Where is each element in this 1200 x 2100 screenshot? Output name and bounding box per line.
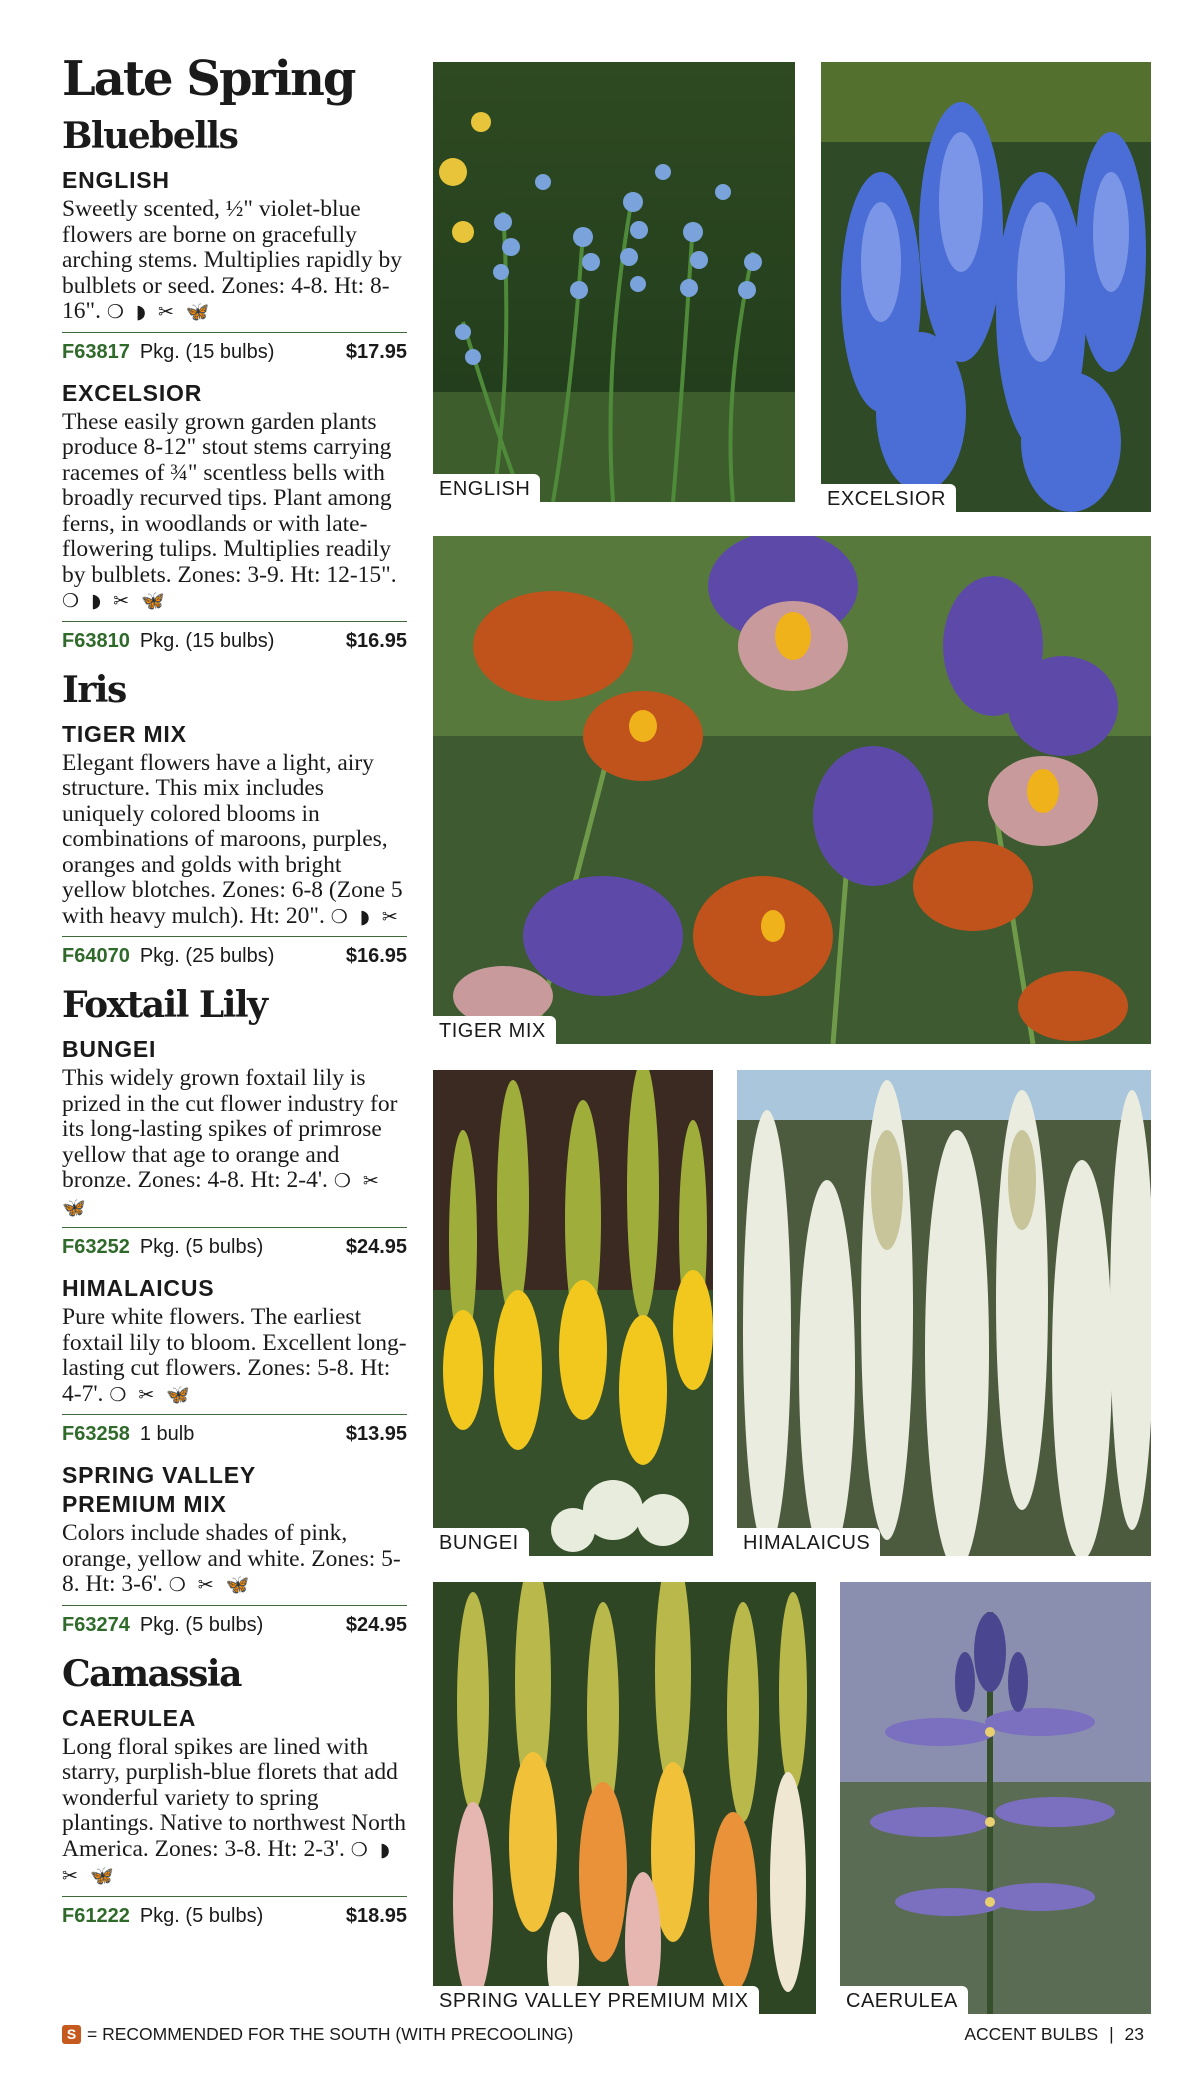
tiger-mix-image bbox=[433, 536, 1151, 1044]
south-badge-icon: S bbox=[62, 2025, 81, 2044]
variety-bungei: BUNGEI bbox=[62, 1036, 157, 1062]
heading-foxtail-lily: Foxtail Lily bbox=[62, 984, 267, 1026]
order-row-bungei bbox=[62, 1227, 407, 1260]
caption-english: ENGLISH bbox=[433, 474, 540, 502]
package: Pkg. (15 bulbs) bbox=[139, 340, 275, 363]
sku: F63258 bbox=[62, 1423, 130, 1445]
caption-spring-valley: SPRING VALLEY PREMIUM MIX bbox=[433, 1986, 759, 2014]
variety-caerulea: CAERULEA bbox=[62, 1704, 197, 1731]
section-title: Late Spring bbox=[62, 51, 355, 107]
order-row-english bbox=[62, 332, 407, 365]
variety-tiger-mix: TIGER MIX bbox=[62, 720, 187, 747]
photo-excelsior bbox=[821, 62, 1151, 512]
price: $24.95 bbox=[345, 1613, 407, 1636]
excelsior-image bbox=[821, 62, 1151, 512]
variety-excelsior: EXCELSIOR bbox=[62, 379, 203, 406]
price: $17.95 bbox=[345, 340, 407, 363]
price: $18.95 bbox=[345, 1904, 407, 1927]
photo-himalaicus bbox=[737, 1070, 1151, 1556]
himalaicus-image bbox=[737, 1070, 1151, 1556]
variety-himalaicus: HIMALAICUS bbox=[62, 1275, 215, 1301]
growing-icons: ❍ ✂ 🦋 bbox=[109, 1383, 194, 1406]
package: Pkg. (5 bulbs) bbox=[139, 1613, 264, 1636]
desc-caerulea: Long floral spikes are lined with starry, purplish-blue florets that add wonderful variety to spring plantings. Native to northwest North America. Zones: 3-8. Ht: 2-3'. ❍ ◗ ✂ 🦋 bbox=[62, 1733, 406, 1887]
growing-icons: ❍ ◗ ✂ 🦋 bbox=[62, 590, 168, 612]
bungei-image bbox=[433, 1070, 713, 1556]
order-row-spring-valley bbox=[62, 1605, 407, 1638]
sku: F61222 bbox=[62, 1904, 130, 1927]
package: Pkg. (15 bulbs) bbox=[139, 629, 275, 652]
growing-icons: ❍ ✂ 🦋 bbox=[168, 1574, 253, 1596]
growing-icons: ❍ ◗ ✂ 🦋 bbox=[106, 301, 213, 323]
price: $24.95 bbox=[345, 1236, 407, 1258]
caption-himalaicus: HIMALAICUS bbox=[737, 1528, 880, 1556]
sku: F63274 bbox=[62, 1613, 130, 1636]
growing-icons: ❍ ◗ ✂ bbox=[330, 905, 401, 928]
heading-iris: Iris bbox=[62, 668, 126, 711]
heading-camassia: Camassia bbox=[62, 1652, 241, 1695]
footer-legend bbox=[62, 2024, 573, 2045]
price: $16.95 bbox=[345, 945, 407, 967]
package: Pkg. (5 bulbs) bbox=[139, 1236, 264, 1258]
sku: F63817 bbox=[62, 340, 130, 363]
order-row-tiger-mix bbox=[62, 936, 407, 969]
variety-english: ENGLISH bbox=[62, 167, 170, 193]
spring-valley-image bbox=[433, 1582, 816, 2014]
desc-excelsior: These easily grown garden plants produce 8-12" stout stems carrying racemes of ¾" scentless bells with broadly recurved tips. Plant among ferns, in woodlands or with late-flowering tulips. Multiplies readily by bulblets. Zones: 3-9. Ht: 12-15". ❍ ◗ ✂ 🦋 bbox=[62, 408, 397, 612]
price: $16.95 bbox=[345, 629, 407, 652]
caption-bungei: BUNGEI bbox=[433, 1528, 529, 1556]
photo-caerulea bbox=[840, 1582, 1151, 2014]
order-row-caerulea bbox=[62, 1896, 407, 1929]
desc-bungei: This widely grown foxtail lily is prized in the cut flower industry for its long-lasting spikes of primrose yellow that age to orange and bronze. Zones: 4-8. Ht: 2-4'. ❍ ✂ 🦋 bbox=[62, 1065, 398, 1219]
photo-english-bluebells bbox=[433, 62, 795, 502]
desc-tiger-mix: Elegant flowers have a light, airy structure. This mix includes uniquely colored blooms in combinations of maroons, purples, oranges and golds with bright yellow blotches. Zones: 6-8 (Zone 5 with heavy mulch). Ht: 20". ❍ ◗ ✂ bbox=[62, 749, 403, 929]
caerulea-image bbox=[840, 1582, 1151, 2014]
caption-excelsior: EXCELSIOR bbox=[821, 484, 956, 512]
section-label: ACCENT BULBS bbox=[964, 2024, 1099, 2044]
package: Pkg. (5 bulbs) bbox=[139, 1904, 264, 1927]
english-bluebells-image bbox=[433, 62, 795, 502]
growing-icons: ❍ ◗ ✂ 🦋 bbox=[62, 1838, 393, 1887]
separator: | bbox=[1109, 2024, 1114, 2044]
photo-bungei bbox=[433, 1070, 713, 1556]
desc-english: Sweetly scented, ½" violet-blue flowers are borne on gracefully arching stems. Multiplies rapidly by bulblets or seed. Zones: 4-8. Ht: 8-16". ❍ ◗ ✂ 🦋 bbox=[62, 196, 403, 324]
growing-icons: ❍ ✂ 🦋 bbox=[62, 1170, 382, 1219]
caption-caerulea: CAERULEA bbox=[840, 1986, 968, 2014]
sku: F63252 bbox=[62, 1236, 130, 1258]
sku: F64070 bbox=[62, 945, 130, 967]
caption-tiger-mix: TIGER MIX bbox=[433, 1016, 556, 1044]
desc-himalaicus: Pure white flowers. The earliest foxtail lily to bloom. Excellent long-lasting cut flowers. Zones: 5-8. Ht: 4-7'. ❍ ✂ 🦋 bbox=[62, 1304, 407, 1407]
photo-spring-valley bbox=[433, 1582, 816, 2014]
sku: F63810 bbox=[62, 629, 130, 652]
package: 1 bulb bbox=[139, 1423, 195, 1445]
price: $13.95 bbox=[345, 1423, 407, 1445]
legend-text: = RECOMMENDED FOR THE SOUTH (WITH PRECOOLING) bbox=[87, 2024, 574, 2044]
product-column bbox=[62, 50, 407, 1943]
heading-bluebells: Bluebells bbox=[62, 115, 238, 157]
order-row-excelsior bbox=[62, 621, 407, 654]
page-number: 23 bbox=[1124, 2024, 1144, 2044]
photo-tiger-mix bbox=[433, 536, 1151, 1044]
order-row-himalaicus bbox=[62, 1414, 407, 1447]
variety-spring-valley: SPRING VALLEY PREMIUM MIX bbox=[62, 1462, 256, 1517]
package: Pkg. (25 bulbs) bbox=[139, 945, 275, 967]
footer-page-info bbox=[964, 2024, 1144, 2045]
desc-spring-valley: Colors include shades of pink, orange, yellow and white. Zones: 5-8. Ht: 3-6'. ❍ ✂ 🦋 bbox=[62, 1520, 401, 1597]
